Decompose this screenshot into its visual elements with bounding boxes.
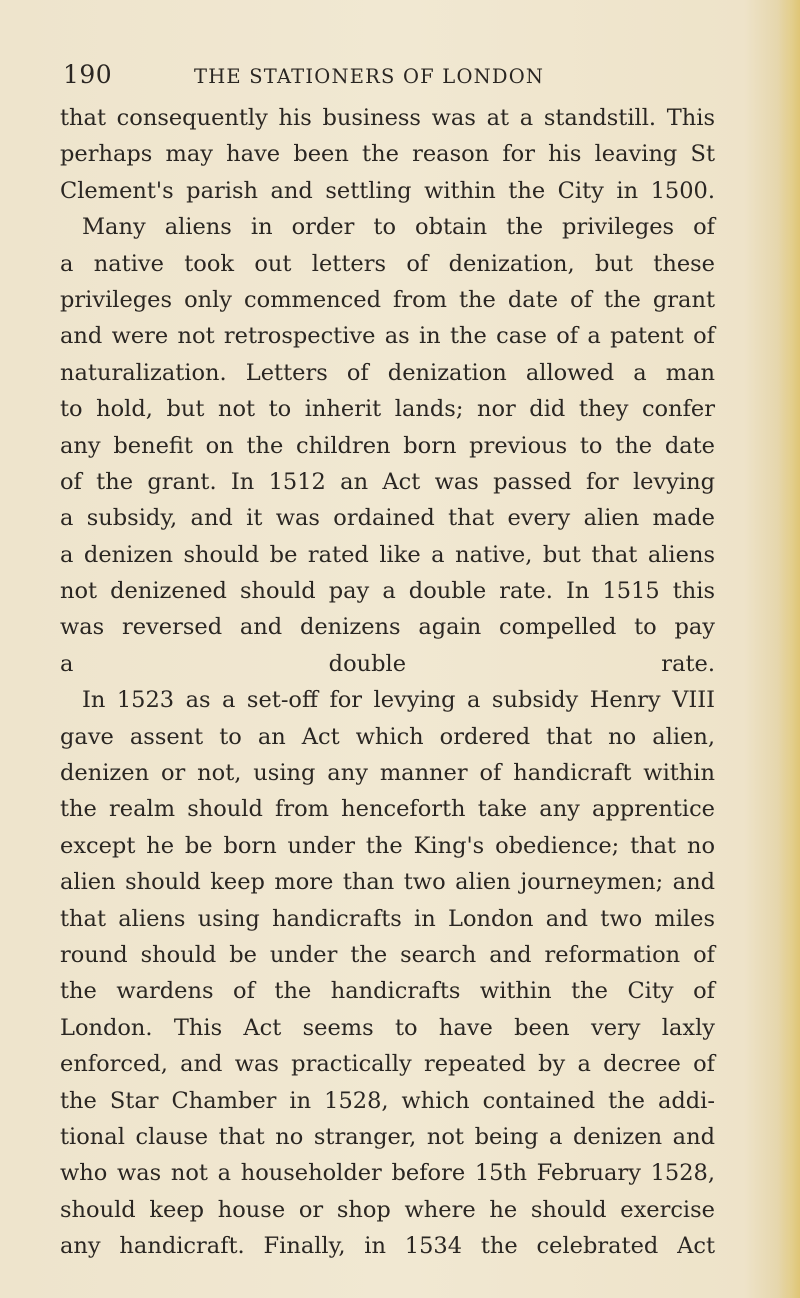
text-line: the realm should from henceforth take any apprentice — [60, 796, 715, 823]
text-line: who was not a householder before 15th February 1528, — [60, 1160, 715, 1187]
text-line: alien should keep more than two alien journeymen; and — [60, 869, 715, 896]
text-line: privileges only commenced from the date of the grant — [60, 286, 715, 313]
text-line: tional clause that no stranger, not being a denizen and — [60, 1123, 715, 1150]
text-line: to hold, but not to inherit lands; nor did they confer — [60, 396, 715, 423]
text-line: the wardens of the handicrafts within the City of — [60, 978, 715, 1005]
text-line: In 1523 as a set-off for levying a subsidy Henry VIII — [82, 687, 715, 714]
text-line: that aliens using handicrafts in London and two miles — [60, 905, 715, 932]
text-line: should keep house or shop where he should exercise — [60, 1196, 715, 1223]
text-line: gave assent to an Act which ordered that no alien, — [60, 723, 715, 750]
text-line: Clement's parish and settling within the City in 1500. — [60, 177, 715, 204]
text-line: except he be born under the King's obedience; that no — [60, 832, 715, 859]
text-line: the Star Chamber in 1528, which contained the addi- — [60, 1087, 715, 1114]
text-line: perhaps may have been the reason for his leaving St — [60, 141, 715, 168]
text-line: that consequently his business was at a standstill. This — [60, 105, 715, 131]
page-number: 190 — [63, 60, 113, 89]
text-line: a double rate. — [60, 650, 715, 677]
text-line: denizen or not, using any manner of handicraft within — [60, 760, 715, 787]
text-line: a denizen should be rated like a native, but that aliens — [60, 541, 715, 568]
running-title: THE STATIONERS OF LONDON — [194, 65, 545, 88]
page-header — [63, 60, 743, 94]
body-text — [60, 100, 715, 1265]
text-line: and were not retrospective as in the case of a patent of — [60, 323, 715, 350]
text-line: a subsidy, and it was ordained that every alien made — [60, 505, 715, 532]
page-edge-shadow — [778, 0, 800, 1298]
text-line: a native took out letters of denization, but these — [60, 250, 715, 277]
text-line: was reversed and denizens again compelled to pay — [60, 614, 715, 641]
text-line: of the grant. In 1512 an Act was passed for levying — [60, 468, 715, 495]
text-line: naturalization. Letters of denization allowed a man — [60, 359, 715, 386]
text-line: round should be under the search and reformation of — [60, 941, 715, 968]
text-line: enforced, and was practically repeated by a decree of — [60, 1051, 715, 1078]
text-line: not denizened should pay a double rate. In 1515 this — [60, 578, 715, 605]
text-line: London. This Act seems to have been very laxly — [60, 1014, 715, 1041]
text-line: Many aliens in order to obtain the privileges of — [82, 214, 715, 241]
text-line: any benefit on the children born previous to the date — [60, 432, 715, 459]
text-line: any handicraft. Finally, in 1534 the celebrated Act — [60, 1233, 715, 1260]
